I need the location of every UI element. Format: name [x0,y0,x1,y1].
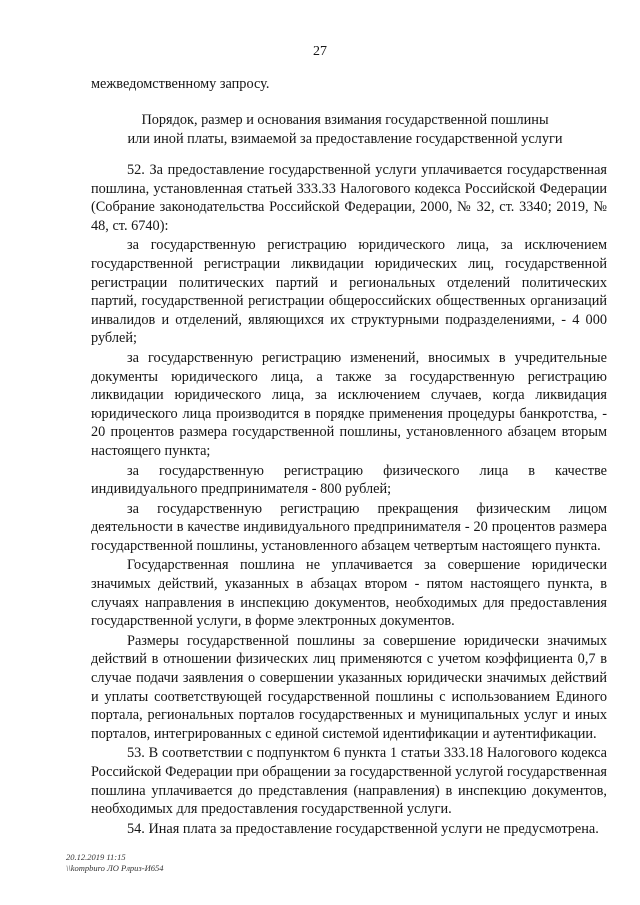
paragraph-54: 54. Иная плата за предоставление государственной услуги не предусмотрена. [127,820,599,837]
lead-line: межведомственному запросу. [91,76,270,92]
page-number: 27 [313,44,327,59]
section-title [80,111,610,148]
footer-file-path: \\kompburo ЛО Рлриз-И654 [66,862,164,873]
footer-stamp [66,852,163,873]
section-title-line-2: или иной платы, взимаемой за предоставление государственной услуги [127,130,563,147]
paragraph-fee-termination: за государственную регистрацию прекращения физическим лицом деятельности в качестве индивидуального предпринимателя - 20 процентов размера государственной пошлины, установленного абзацем четвертым настоящего пункта. [91,500,607,554]
body-text [91,161,607,839]
paragraph-fee-entrepreneur: за государственную регистрацию физического лица в качестве индивидуального предпринимателя - 800 рублей; [91,462,607,498]
paragraph-fee-legal-entity: за государственную регистрацию юридического лица, за исключением государственной регистрации ликвидации юридических лиц, государственной регистрации политических партий и региональных отделений политических партий, государственной регистрации общероссийских общественных организаций инвалидов и отделений, являющихся их структурными подразделениями, - 4 000 рублей; [91,237,607,347]
paragraph-fee-changes: за государственную регистрацию изменений, вносимых в учредительные документы юридического лица, а также за государственную регистрацию ликвидации юридического лица, за исключением случаев, когда ликвидация юридического лица производится в порядке применения процедуры банкротства, - 20 процентов размера государственной пошлины, установленного абзацем вторым настоящего пункта; [91,349,607,459]
footer-timestamp: 20.12.2019 11:15 [66,852,126,862]
section-title-line-1: Порядок, размер и основания взимания государственной пошлины [141,112,549,128]
paragraph-fee-exemption: Государственная пошлина не уплачивается за совершение юридически значимых действий, указанных в абзацах втором - пятом настоящего пункта, в случаях направления в инспекцию документов, необходимых для предоставления государственной услуги, в форме электронных документов. [91,557,607,630]
paragraph-fee-coefficient: Размеры государственной пошлины за совершение юридически значимых действий в отношении физических лиц применяются с учетом коэффициента 0,7 в случае подачи заявления о совершении указанных юридически значимых действий и уплаты соответствующей государственной пошлины с использованием Единого портала, региональных порталов государственных и муниципальных услуг и иных порталов, интегрированных с единой системой идентификации и аутентификации. [91,632,607,742]
paragraph-52: 52. За предоставление государственной услуги уплачивается государственная пошлина, установленная статьей 333.33 Налогового кодекса Российской Федерации (Собрание законодательства Российской Федерации, 2000, № 32, ст. 3340; 2019, № 48, ст. 6740): [91,162,607,234]
paragraph-53: 53. В соответствии с подпунктом 6 пункта 1 статьи 333.18 Налогового кодекса Российской Федерации при обращении за государственной услугой государственная пошлина уплачивается до представления (направления) в инспекцию документов, необходимых для предоставления государственной услуги. [91,745,607,818]
